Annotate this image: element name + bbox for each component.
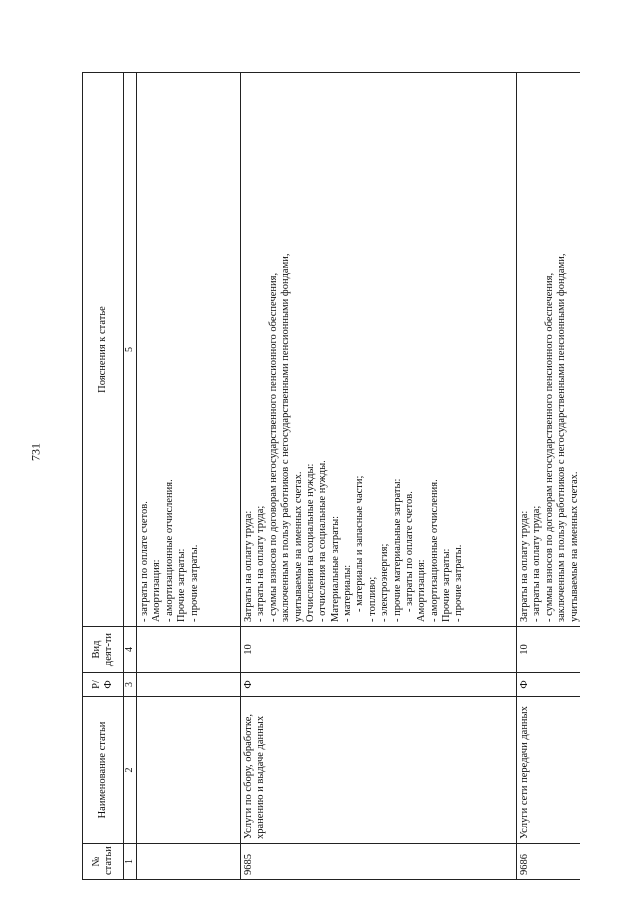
item-rf: Ф — [241, 673, 517, 697]
explanation-line: - затраты на оплату труда; — [255, 505, 267, 622]
explanation-line: - амортизационные отчисления. — [163, 479, 175, 622]
explanation-line: Прочие затраты: — [176, 548, 188, 622]
explanation-line: - затраты на оплату труда; — [531, 505, 543, 622]
explanation-line: - суммы взносов по договорам негосударственного пенсионного обеспечения, — [267, 272, 279, 622]
explanation-line: - отчисления на социальные нужды. — [317, 460, 329, 622]
explanation-line: Прочие затраты: — [441, 548, 452, 622]
page-number: 731 — [28, 443, 43, 461]
column-number: 5 — [124, 73, 137, 627]
explanation-line: - амортизационные отчисления. — [428, 479, 440, 622]
explanation-line: - прочие затраты. — [188, 544, 200, 622]
explanation-line: - топливо; — [366, 576, 378, 622]
explanation-line: - прочие материальные затраты: — [391, 478, 403, 622]
column-number-row — [124, 73, 137, 880]
item-activity-kind: 10 — [241, 627, 517, 673]
item-code — [137, 844, 241, 880]
explanation-line: Амортизация: — [151, 559, 163, 622]
explanation-line: - затраты по оплате счетов. — [403, 491, 415, 612]
item-code: 9685 — [241, 844, 517, 880]
explanation-line: заключенным в пользу работников с негосударственными пенсионными фондами, — [280, 253, 292, 622]
column-number: 1 — [124, 844, 137, 880]
explanation-line: - материалы: — [342, 564, 353, 622]
item-rf — [137, 673, 241, 697]
explanation-line: Амортизация: — [416, 559, 428, 622]
header-item-name: Наименование статьи — [83, 697, 124, 844]
explanation-line: Материальные затраты: — [329, 515, 341, 622]
header-item-number: № статьи — [83, 844, 124, 880]
column-number: 4 — [124, 627, 137, 673]
item-activity-kind: 10 — [517, 627, 581, 673]
table-row — [517, 73, 581, 880]
column-number: 2 — [124, 697, 137, 844]
column-number: 3 — [124, 673, 137, 697]
item-explanation — [241, 73, 517, 627]
explanation-line: Затраты на оплату труда: — [519, 510, 530, 622]
explanation-line: учитываемые на именных счетах. — [568, 471, 580, 622]
item-name: Услуги по сбору, обработке, хранению и выдаче данных — [241, 697, 517, 844]
table-row — [137, 73, 241, 880]
item-explanation — [517, 73, 581, 627]
explanation-line: Затраты на оплату труда: — [243, 510, 254, 622]
header-explanations: Пояснения к статье — [83, 73, 124, 627]
item-name — [137, 697, 241, 844]
explanation-line: - электроэнергия; — [379, 543, 391, 622]
item-activity-kind — [137, 627, 241, 673]
header-row — [83, 73, 124, 880]
item-code: 9686 — [517, 844, 581, 880]
explanation-line: учитываемые на именных счетах. — [292, 471, 304, 622]
explanation-line: - затраты по оплате счетов. — [139, 501, 150, 622]
explanation-line: - суммы взносов по договорам негосударственного пенсионного обеспечения, — [543, 272, 555, 622]
document-table-frame — [82, 72, 580, 880]
item-name: Услуги сети передачи данных — [517, 697, 581, 844]
explanation-line: - прочие затраты. — [453, 544, 465, 622]
rotated-table-container — [82, 72, 580, 880]
expense-items-table — [82, 72, 580, 880]
item-rf: Ф — [517, 673, 581, 697]
item-explanation — [137, 73, 241, 627]
header-activity-kind: Вид деят-ти — [83, 627, 124, 673]
table-row — [241, 73, 517, 880]
explanation-line: - материалы и запасные части; — [354, 475, 366, 612]
explanation-line: Отчисления на социальные нужды: — [304, 463, 316, 622]
explanation-line: заключенным в пользу работников с негосударственными пенсионными фондами, — [556, 253, 568, 622]
header-rf: Р/ Ф — [83, 673, 124, 697]
